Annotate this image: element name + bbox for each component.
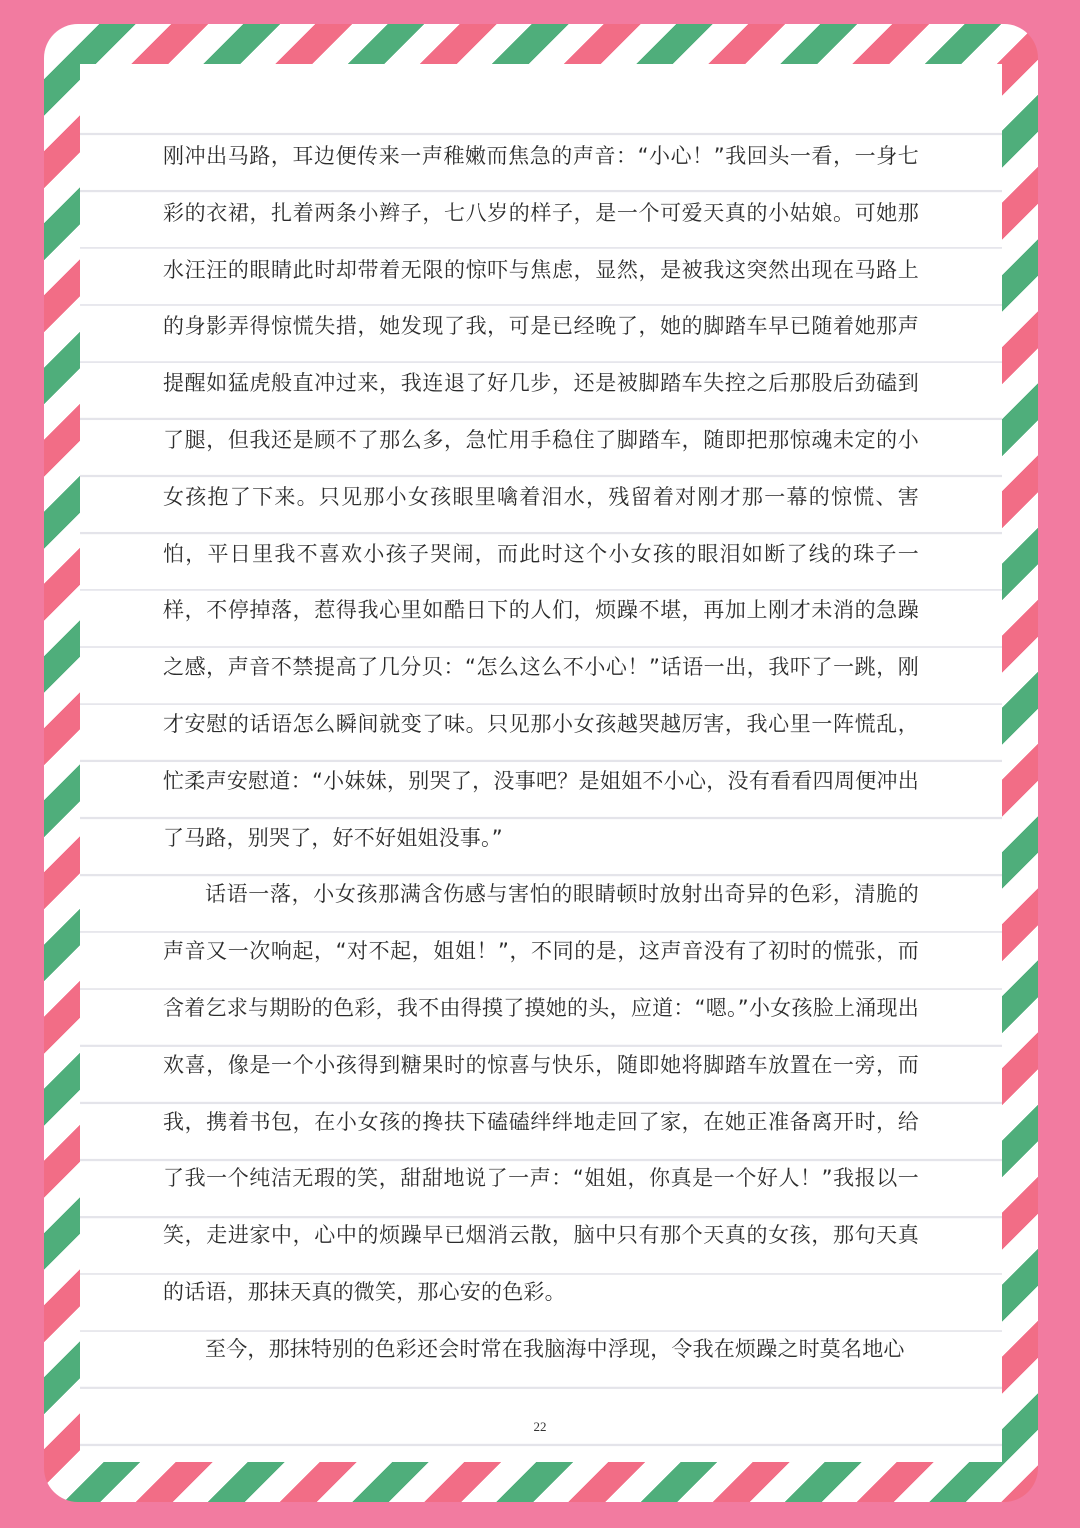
page-number: 22 [533,1419,547,1434]
paragraph-3: 至今，那抹特别的色彩还会时常在我脑海中浮现，令我在烦躁之时莫名地心 [205,1336,905,1361]
article-body [163,128,919,1378]
paragraph-2: 话语一落，小女孩那满含伤感与害怕的眼睛顿时放射出奇异的色彩，清脆的声音又一次响起，“对不起，姐姐！”，不同的是，这声音没有了初时的慌张，而含着乞求与期盼的色彩，我不由得摸了摸她的头，应道：“嗯。”小女孩脸上涌现出欢喜，像是一个小孩得到糖果时的惊喜与快乐，随即她将脚踏车放置在一旁，而我，携着书包，在小女孩的搀扶下磕磕绊绊地走回了家，在她正准备离开时，给了我一个纯洁无瑕的笑，甜甜地说了一声：“姐姐，你真是一个好人！”我报以一笑，走进家中，心中的烦躁早已烟消云散，脑中只有那个天真的女孩，那句天真的话语，那抹天真的微笑，那心安的色彩。 [163,882,919,1304]
paragraph-1: 刚冲出马路，耳边便传来一声稚嫩而焦急的声音：“小心！”我回头一看，一身七彩的衣裙，扎着两条小辫子，七八岁的样子，是一个可爱天真的小姑娘。可她那水汪汪的眼睛此时却带着无限的惊吓与焦虑，显然，是被我这突然出现在马路上的身影弄得惊慌失措，她发现了我，可是已经晚了，她的脚踏车早已随着她那声提醒如猛虎般直冲过来，我连退了好几步，还是被脚踏车失控之后那股后劲磕到了腿，但我还是顾不了那么多，急忙用手稳住了脚踏车，随即把那惊魂未定的小女孩抱了下来。只见那小女孩眼里噙着泪水，残留着对刚才那一幕的惊慌、害怕，平日里我不喜欢小孩子哭闹，而此时这个小女孩的眼泪如断了线的珠子一样，不停掉落，惹得我心里如酷日下的人们，烦躁不堪，再加上刚才未消的急躁之感，声音不禁提高了几分贝：“怎么这么不小心！”话语一出，我吓了一跳，刚才安慰的话语怎么瞬间就变了味。只见那小女孩越哭越厉害，我心里一阵慌乱，忙柔声安慰道：“小妹妹，别哭了，没事吧？是姐姐不小心，没有看看四周便冲出了马路，别哭了，好不好姐姐没事。” [163,144,919,850]
